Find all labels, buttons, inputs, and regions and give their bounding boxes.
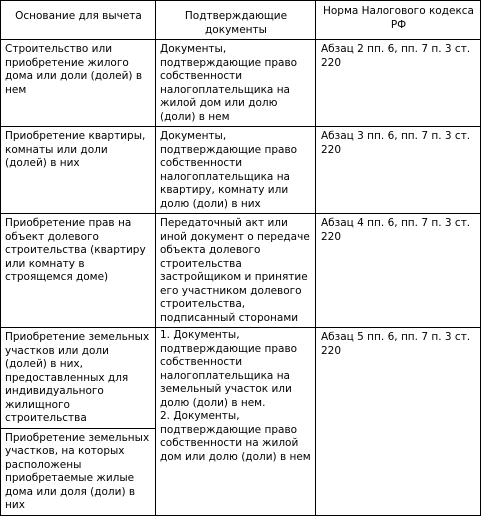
norm-cell: Абзац 2 пп. 6, пп. 7 п. 3 ст. 220 — [316, 40, 481, 127]
documents-item-2: 2. Документы, подтверждающие право собственности на жилой дом или долю (доли) в нем — [160, 410, 311, 463]
header-documents: Подтверждающие документы — [156, 1, 316, 40]
table-row — [1, 328, 481, 429]
documents-item-1: 1. Документы, подтверждающие право собственности налогоплательщика на земельный участок или долю (доли) в нем. — [160, 329, 298, 409]
table-header-row — [1, 1, 481, 40]
header-tax-code-norm: Норма Налогового кодекса РФ — [316, 1, 481, 40]
norm-cell: Абзац 5 пп. 6, пп. 7 п. 3 ст. 220 — [316, 328, 481, 516]
basis-cell: Приобретение земельных участков или доли (долей) в них, предоставленных для индивидуального жилищного строительства — [1, 328, 156, 429]
table-row — [1, 214, 481, 328]
table-row — [1, 40, 481, 127]
documents-cell: Документы, подтверждающие право собственности налогоплательщика на квартиру, комнату или долю (доли) в них — [156, 127, 316, 214]
norm-cell: Абзац 4 пп. 6, пп. 7 п. 3 ст. 220 — [316, 214, 481, 328]
table-row — [1, 127, 481, 214]
header-basis: Основание для вычета — [1, 1, 156, 40]
documents-cell: Документы, подтверждающие право собственности налогоплательщика на жилой дом или долю (доли) в нем — [156, 40, 316, 127]
norm-cell: Абзац 3 пп. 6, пп. 7 п. 3 ст. 220 — [316, 127, 481, 214]
documents-cell: Передаточный акт или иной документ о передаче объекта долевого строительства застройщиком и принятие его участником долевого строительства, подписанный сторонами — [156, 214, 316, 328]
documents-cell — [156, 328, 316, 516]
basis-cell: Приобретение квартиры, комнаты или доли (долей) в них — [1, 127, 156, 214]
basis-cell: Приобретение земельных участков, на которых расположены приобретаемые жилые дома или доля (доли) в них — [1, 428, 156, 515]
basis-cell: Приобретение прав на объект долевого строительства (квартиру или комнату в строящемся доме) — [1, 214, 156, 328]
basis-cell: Строительство или приобретение жилого дома или доли (долей) в нем — [1, 40, 156, 127]
